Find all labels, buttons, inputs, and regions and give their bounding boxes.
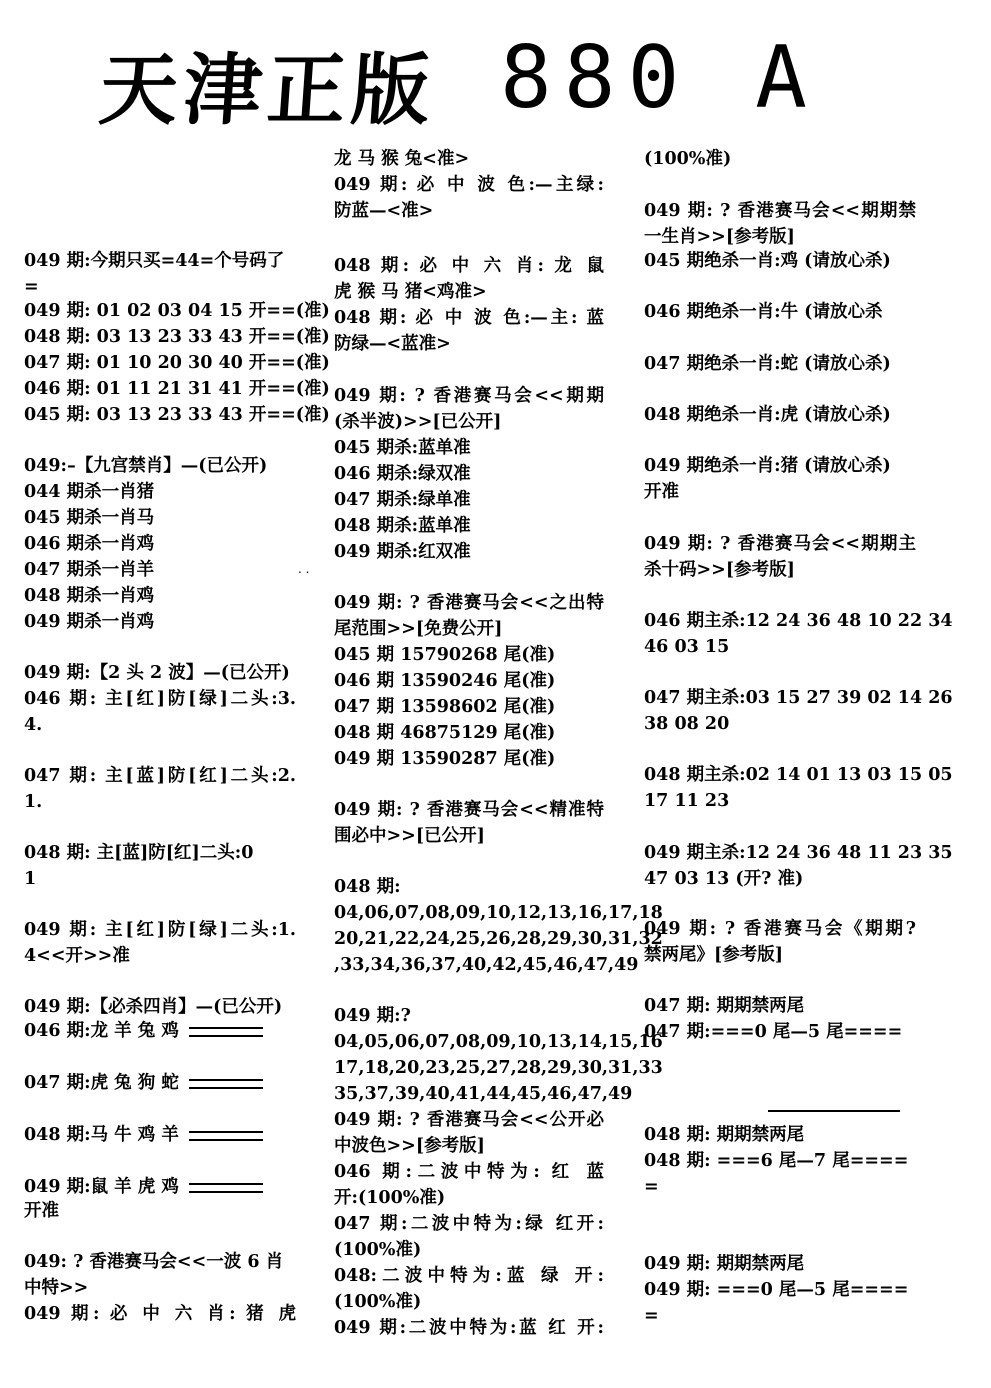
line-text: 1. (24, 792, 43, 812)
line-text: 47 03 13 (开? 准) (644, 869, 804, 889)
line-text: 048 期绝杀一肖:虎 (请放心杀) (644, 405, 891, 425)
line-text: 防蓝—<准> (334, 201, 434, 221)
line-text: 045 期杀:蓝单准 (334, 438, 471, 458)
line-text: 围必中>>[已公开] (334, 826, 485, 846)
double-rule (189, 1131, 263, 1141)
text-line (24, 791, 296, 813)
line-text: 047 期: 期期禁两尾 (644, 996, 805, 1016)
line-text: 开准 (644, 482, 679, 502)
text-line (334, 644, 604, 666)
text-line (24, 507, 296, 529)
line-text: 045 期绝杀一肖:鸡 (请放心杀) (644, 251, 891, 271)
text-line (334, 541, 604, 563)
line-text: 38 08 20 (644, 714, 730, 734)
text-line (24, 996, 296, 1018)
text-line (644, 944, 916, 966)
text-line (644, 713, 916, 735)
text-line (24, 559, 296, 581)
text-line (334, 876, 604, 898)
line-text: 048 期: 期期禁两尾 (644, 1125, 805, 1145)
line-text: 048 期: 03 13 23 33 43 开==(准) (24, 327, 330, 347)
text-line (644, 790, 916, 812)
text-line (24, 250, 296, 272)
line-text: 049 期: 必 中 六 肖: 猪 虎 (24, 1304, 296, 1324)
line-text: = (644, 1177, 659, 1197)
text-line (24, 688, 296, 710)
text-line (644, 455, 916, 477)
text-line (334, 437, 604, 459)
text-line (334, 748, 604, 770)
text-line (334, 1161, 604, 1183)
text-line (24, 1303, 296, 1325)
line-text: 046 期 13590246 尾(准) (334, 671, 556, 691)
text-line (334, 1135, 604, 1157)
text-line (24, 352, 330, 374)
double-rule (189, 1027, 263, 1037)
text-line (334, 825, 604, 847)
line-text: 047 期:二波中特为:绿 红开: (334, 1214, 604, 1234)
line-text: 04,06,07,08,09,10,12,13,16,17,18 (334, 903, 663, 923)
line-text: (100%准) (334, 1292, 422, 1312)
text-line (334, 1031, 663, 1053)
line-text: (100%准) (644, 149, 732, 169)
double-rule (189, 1183, 263, 1193)
text-line (334, 1265, 604, 1287)
text-line (24, 1072, 296, 1094)
line-text: 049 期: ? 香港赛马会<<期期禁 (644, 201, 916, 221)
line-text: (100%准) (334, 1240, 422, 1260)
text-line (644, 687, 953, 709)
text-line (334, 954, 639, 976)
text-line (644, 226, 916, 248)
text-line (644, 200, 916, 222)
line-text: 046 期杀:绿双准 (334, 464, 471, 484)
line-text: 4. (24, 715, 43, 735)
text-line (334, 148, 604, 170)
line-text: 049 期: ? 香港赛马会<<精准特 (334, 800, 604, 820)
text-line (334, 670, 604, 692)
line-text: 35,37,39,40,41,44,45,46,47,49 (334, 1084, 633, 1104)
line-text: 048 期: (334, 877, 401, 897)
line-text: 049 期: ===0 尾—5 尾==== (644, 1280, 909, 1300)
text-line (334, 928, 663, 950)
line-text: 20,21,22,24,25,26,28,29,30,31,32 (334, 929, 663, 949)
line-text: 049 期杀一肖鸡 (24, 612, 155, 632)
text-line (334, 307, 604, 329)
line-text: 17,18,20,23,25,27,28,29,30,31,33 (334, 1058, 663, 1078)
text-line (334, 1291, 604, 1313)
line-text: 046 期: 01 11 21 31 41 开==(准) (24, 379, 330, 399)
text-line (644, 764, 953, 786)
line-text: 中特>> (24, 1278, 89, 1298)
line-text: 049 期: ? 香港赛马会<<期期 (334, 386, 604, 406)
line-text: 17 11 23 (644, 791, 730, 811)
text-line (24, 765, 296, 787)
text-line (334, 722, 604, 744)
text-line (24, 1124, 296, 1146)
text-line (24, 378, 330, 400)
text-line (24, 842, 296, 864)
text-line (334, 902, 663, 924)
text-line (24, 919, 296, 941)
line-text: 049 期: 必 中 波 色:—主绿: (334, 175, 604, 195)
line-text: 046 期杀一肖鸡 (24, 534, 155, 554)
title-number: 880 A (500, 28, 819, 128)
line-text: 开准 (24, 1201, 59, 1221)
text-line (644, 1124, 916, 1146)
text-line (334, 1083, 633, 1105)
line-text: 1 (24, 869, 37, 889)
line-text: 049 期: 主[红]防[绿]二头:1. (24, 920, 296, 940)
text-line (334, 1239, 604, 1261)
text-line (644, 301, 916, 323)
line-text: 中波色>>[参考版] (334, 1136, 485, 1156)
text-line (24, 611, 296, 633)
line-text: 047 期:虎 兔 狗 蛇 (24, 1073, 179, 1093)
line-text: 046 期主杀:12 24 36 48 10 22 34 (644, 611, 953, 631)
line-text: 048 期 46875129 尾(准) (334, 723, 556, 743)
text-line (334, 799, 604, 821)
line-text: 045 期 15790268 尾(准) (334, 645, 556, 665)
line-text: 049 期:? (334, 1006, 411, 1026)
text-line (24, 533, 296, 555)
text-line (644, 1021, 916, 1043)
text-line (644, 533, 916, 555)
line-text: ,33,34,36,37,40,42,45,46,47,49 (334, 955, 639, 975)
text-line (334, 385, 604, 407)
line-text: 047 期: 01 10 20 30 40 开==(准) (24, 353, 330, 373)
text-line (644, 1150, 916, 1172)
text-line (334, 696, 604, 718)
text-line (334, 200, 604, 222)
text-line (24, 300, 330, 322)
text-line (644, 353, 916, 375)
text-line (644, 481, 916, 503)
text-line (644, 404, 916, 426)
line-text: 049 期杀:红双准 (334, 542, 471, 562)
text-line (24, 868, 296, 890)
stray-dots: . . (298, 562, 310, 576)
line-text: 049:–【九宫禁肖】—(已公开) (24, 456, 268, 476)
text-line (334, 174, 604, 196)
text-line (334, 618, 604, 640)
text-line (334, 463, 604, 485)
line-text: = (24, 277, 39, 297)
line-text: 禁两尾》[参考版] (644, 945, 784, 965)
line-text: (杀半波)>>[已公开] (334, 412, 502, 432)
line-text: 046 期:龙 羊 兔 鸡 (24, 1021, 179, 1041)
line-text: 047 期主杀:03 15 27 39 02 14 26 (644, 688, 953, 708)
line-text: 尾范围>>[免费公开] (334, 619, 503, 639)
line-text: 46 03 15 (644, 637, 730, 657)
text-line (644, 559, 916, 581)
text-line (24, 662, 296, 684)
line-text: 047 期: 主[蓝]防[红]二头:2. (24, 766, 296, 786)
text-line (334, 1187, 604, 1209)
line-text: 048 期: 必 中 六 肖: 龙 鼠 (334, 256, 604, 276)
line-text: 044 期杀一肖猪 (24, 482, 155, 502)
text-line (334, 333, 604, 355)
line-text: 046 期: 主[红]防[绿]二头:3. (24, 689, 296, 709)
line-text: 047 期 13598602 尾(准) (334, 697, 556, 717)
line-text: 04,05,06,07,08,09,10,13,14,15,16 (334, 1032, 663, 1052)
line-text: 048 期: 主[蓝]防[红]二头:0 (24, 843, 254, 863)
divider-line (768, 1110, 900, 1112)
line-text: 049 期: ? 香港赛马会<<之出特 (334, 593, 604, 613)
line-text: 048 期: 必 中 波 色:—主: 蓝 (334, 308, 604, 328)
text-line (644, 1176, 916, 1198)
text-line (334, 1213, 604, 1235)
line-text: 杀十码>>[参考版] (644, 560, 795, 580)
text-line (24, 276, 296, 298)
line-text: 虎 猴 马 猪<鸡准> (334, 282, 487, 302)
line-text: 047 期杀一肖羊 (24, 560, 155, 580)
text-line (334, 411, 604, 433)
text-line (644, 636, 916, 658)
text-line (24, 1251, 296, 1273)
line-text: 049 期:【必杀四肖】—(已公开) (24, 997, 283, 1017)
line-text: 一生肖>>[参考版] (644, 227, 795, 247)
line-text: 049 期:二波中特为:蓝 红 开: (334, 1318, 604, 1338)
text-line (644, 842, 953, 864)
text-line (644, 995, 916, 1017)
line-text: 049 期: 01 02 03 04 15 开==(准) (24, 301, 330, 321)
text-line (334, 1005, 604, 1027)
text-line (24, 945, 296, 967)
text-line (644, 610, 953, 632)
line-text: 048 期杀一肖鸡 (24, 586, 155, 606)
text-line (334, 1109, 604, 1131)
line-text: 047 期杀:绿单准 (334, 490, 471, 510)
text-line (334, 281, 604, 303)
line-text: 049 期:鼠 羊 虎 鸡 (24, 1177, 179, 1197)
line-text: 045 期: 03 13 23 33 43 开==(准) (24, 405, 330, 425)
line-text: 047 期:===0 尾—5 尾==== (644, 1022, 903, 1042)
line-text: 045 期杀一肖马 (24, 508, 155, 528)
line-text: 046 期绝杀一肖:牛 (请放心杀 (644, 302, 883, 322)
text-line (24, 585, 296, 607)
text-line (644, 148, 916, 170)
text-line (24, 1176, 296, 1198)
line-text: 龙 马 猴 兔<准> (334, 149, 470, 169)
line-text: 049 期: ? 香港赛马会《期期? (644, 919, 916, 939)
line-text: = (644, 1306, 659, 1326)
text-line (644, 868, 916, 890)
text-line (24, 455, 296, 477)
text-line (24, 326, 330, 348)
text-line (334, 515, 604, 537)
line-text: 049 期主杀:12 24 36 48 11 23 35 (644, 843, 953, 863)
text-line (644, 1279, 916, 1301)
line-text: 049 期: ? 香港赛马会<<公开必 (334, 1110, 604, 1130)
line-text: 049 期绝杀一肖:猪 (请放心杀) (644, 456, 891, 476)
line-text: 防绿—<蓝准> (334, 334, 451, 354)
line-text: 047 期绝杀一肖:蛇 (请放心杀) (644, 354, 891, 374)
page-title (96, 28, 819, 136)
text-line (24, 404, 330, 426)
text-line (334, 489, 604, 511)
text-line (24, 1200, 296, 1222)
text-line (334, 1057, 663, 1079)
line-text: 049 期 13590287 尾(准) (334, 749, 556, 769)
text-line (24, 1020, 296, 1042)
text-line (644, 250, 916, 272)
text-line (24, 714, 296, 736)
line-text: 048 期主杀:02 14 01 13 03 15 05 (644, 765, 953, 785)
line-text: 048 期: ===6 尾—7 尾==== (644, 1151, 909, 1171)
text-line (644, 1253, 916, 1275)
line-text: 049: ? 香港赛马会<<一波 6 肖 (24, 1252, 284, 1272)
line-text: 049 期:【2 头 2 波】—(已公开) (24, 663, 290, 683)
text-line (334, 1317, 604, 1339)
line-text: 048 期:马 牛 鸡 羊 (24, 1125, 179, 1145)
line-text: 049 期: ? 香港赛马会<<期期主 (644, 534, 916, 554)
text-line (24, 481, 296, 503)
line-text: 048:二波中特为:蓝 绿 开: (334, 1266, 604, 1286)
line-text: 4<<开>>准 (24, 946, 130, 966)
line-text: 049 期: 期期禁两尾 (644, 1254, 805, 1274)
line-text: 049 期:今期只买=44=个号码了 (24, 251, 285, 271)
text-line (644, 1305, 916, 1327)
text-line (334, 592, 604, 614)
line-text: 开:(100%准) (334, 1188, 446, 1208)
title-chinese: 天津正版 (96, 45, 439, 136)
line-text: 048 期杀:蓝单准 (334, 516, 471, 536)
line-text: 046 期:二波中特为: 红 蓝 (334, 1162, 604, 1182)
text-line (24, 1277, 296, 1299)
double-rule (189, 1079, 263, 1089)
text-line (644, 918, 916, 940)
text-line (334, 255, 604, 277)
